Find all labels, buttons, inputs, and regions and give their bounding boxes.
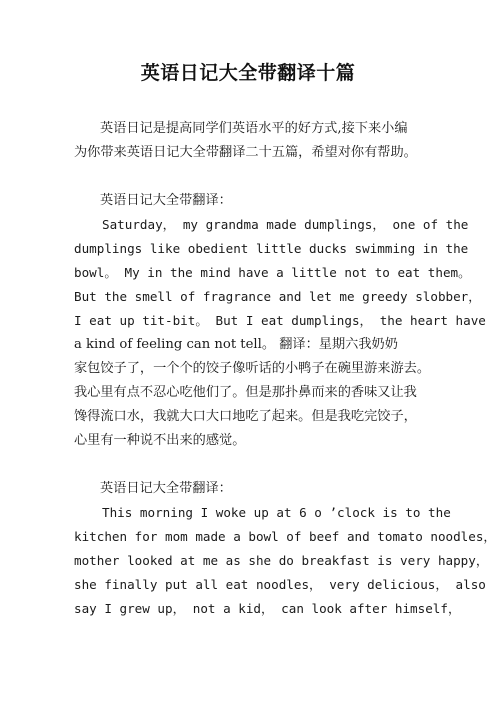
entry-line: 心里有一种说不出来的感觉。	[74, 433, 246, 448]
entry-line: Saturday， my grandma made dumplings， one of the	[102, 217, 469, 232]
entry-line: mother looked at me as she do breakfast is very happy，	[74, 553, 489, 568]
document-title: 英语日记大全带翻译十篇	[140, 62, 356, 84]
section-heading: 英语日记大全带翻译：	[100, 193, 232, 208]
entry-line: 家包饺子了，一个个的饺子像听话的小鸭子在碗里游来游去。	[74, 361, 431, 376]
entry-line: But the smell of fragrance and let me greedy slobber，	[74, 289, 481, 304]
diary-entry-1	[74, 213, 486, 453]
entry-line: she finally put all eat noodles， very delicious， also	[74, 577, 486, 592]
entry-line: This morning I woke up at 6 o ’clock is to the	[102, 505, 451, 520]
intro-line: 英语日记是提高同学们英语水平的好方式,接下来小编	[100, 121, 408, 136]
entry-line: I eat up tit-bit。 But I eat dumplings， the heart have	[74, 313, 486, 328]
intro-paragraph	[74, 117, 424, 165]
section-heading: 英语日记大全带翻译：	[100, 481, 232, 496]
intro-line: 为你带来英语日记大全带翻译二十五篇，希望对你有帮助。	[74, 145, 417, 160]
entry-line: say I grew up， not a kid， can look after himself，	[74, 601, 461, 616]
entry-line: bowl。 My in the mind have a little not to eat them。	[74, 265, 471, 280]
diary-entry-2	[74, 501, 496, 621]
entry-line: a kind of feeling can not tell。 翻译：星期六我奶奶	[74, 337, 398, 352]
entry-line: 馋得流口水，我就大口大口地吃了起来。但是我吃完饺子，	[74, 409, 417, 424]
entry-line: 我心里有点不忍心吃他们了。但是那扑鼻而来的香味又让我	[74, 385, 417, 400]
entry-line: dumplings like obedient little ducks swimming in the	[74, 241, 469, 256]
entry-line: kitchen for mom made a bowl of beef and tomato noodles，	[74, 529, 496, 544]
